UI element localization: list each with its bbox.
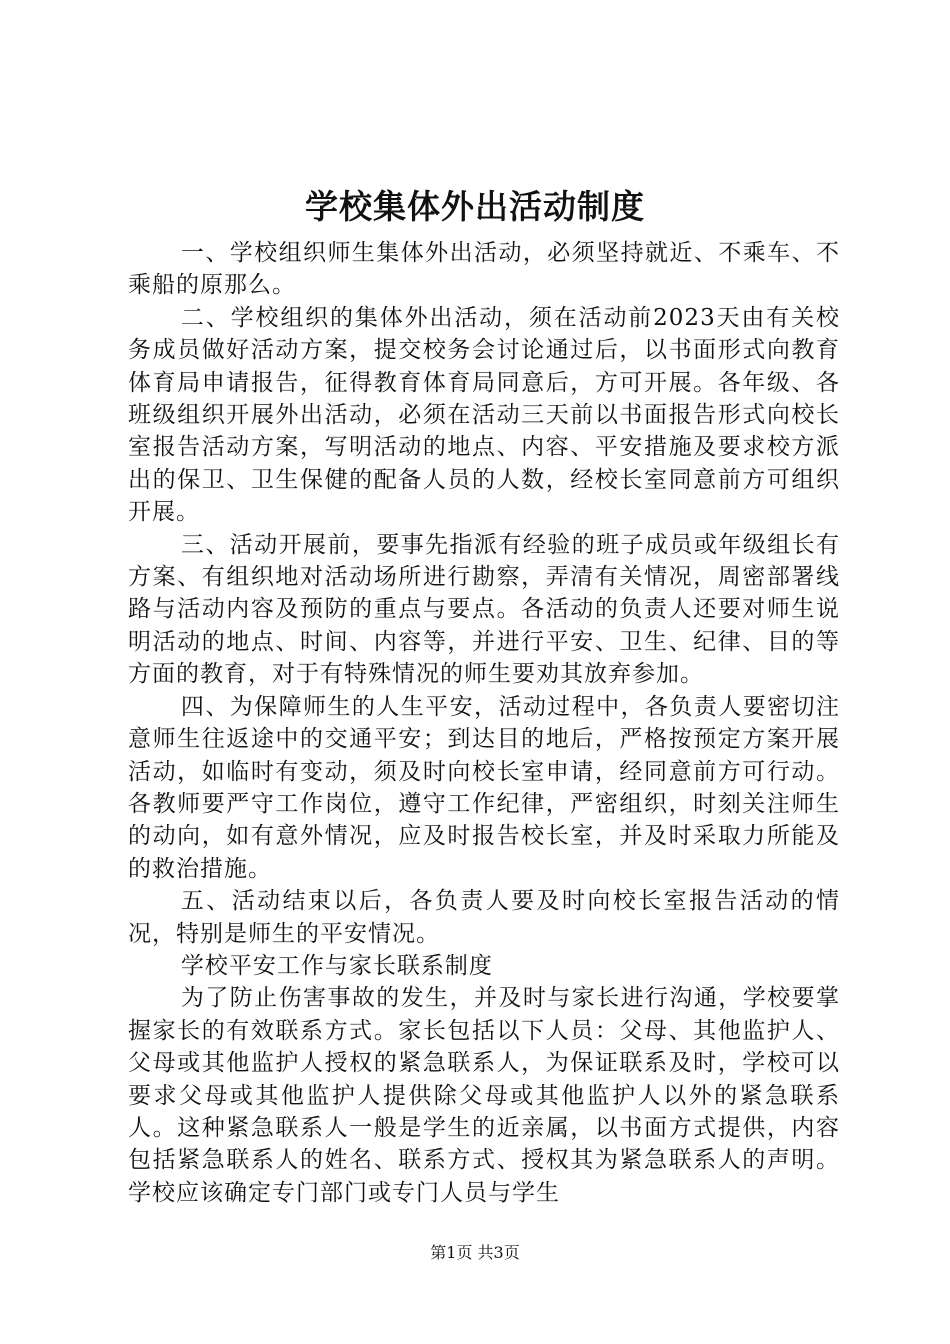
- paragraph-3: 三、活动开展前，要事先指派有经验的班子成员或年级组长有方案、有组织地对活动场所进行勘察，弄清有关情况，周密部署线路与活动内容及预防的重点与要点。各活动的负责人还要对师生说明活动的地点、时间、内容等，并进行平安、卫生、纪律、目的等方面的教育，对于有特殊情况的师生要劝其放弃参加。: [128, 531, 840, 688]
- page-title: 学校集体外出活动制度: [305, 187, 645, 226]
- page-footer: 第1页 共3页: [430, 1243, 520, 1262]
- paragraph-2: 二、学校组织的集体外出活动，须在活动前2023天由有关校务成员做好活动方案，提交校务会讨论通过后，以书面形式向教育体育局申请报告，征得教育体育局同意后，方可开展。各年级、各班级组织开展外出活动，必须在活动三天前以书面报告形式向校长室报告活动方案，写明活动的地点、内容、平安措施及要求校方派出的保卫、卫生保健的配备人员的人数，经校长室同意前方可组织开展。: [128, 304, 840, 526]
- paragraph-5: 五、活动结束以后，各负责人要及时向校长室报告活动的情况，特别是师生的平安情况。: [128, 888, 840, 947]
- paragraph-1: 一、学校组织师生集体外出活动，必须坚持就近、不乘车、不乘船的原那么。: [128, 240, 840, 299]
- paragraph-6: 为了防止伤害事故的发生，并及时与家长进行沟通，学校要掌握家长的有效联系方式。家长包括以下人员：父母、其他监护人、父母或其他监护人授权的紧急联系人，为保证联系及时，学校可以要求父母或其他监护人提供除父母或其他监护人以外的紧急联系人。这种紧急联系人一般是学生的近亲属，以书面方式提供，内容包括紧急联系人的姓名、联系方式、授权其为紧急联系人的声明。学校应该确定专门部门或专门人员与学生: [128, 985, 840, 1206]
- document-body: [128, 237, 840, 1209]
- section-heading: 学校平安工作与家长联系制度: [180, 952, 493, 979]
- paragraph-4: 四、为保障师生的人生平安，活动过程中，各负责人要密切注意师生往返途中的交通平安；到达目的地后，严格按预定方案开展活动，如临时有变动，须及时向校长室申请，经同意前方可行动。各教师要严守工作岗位，遵守工作纪律，严密组织，时刻关注师生的动向，如有意外情况，应及时报告校长室，并及时采取力所能及的救治措施。: [128, 693, 840, 882]
